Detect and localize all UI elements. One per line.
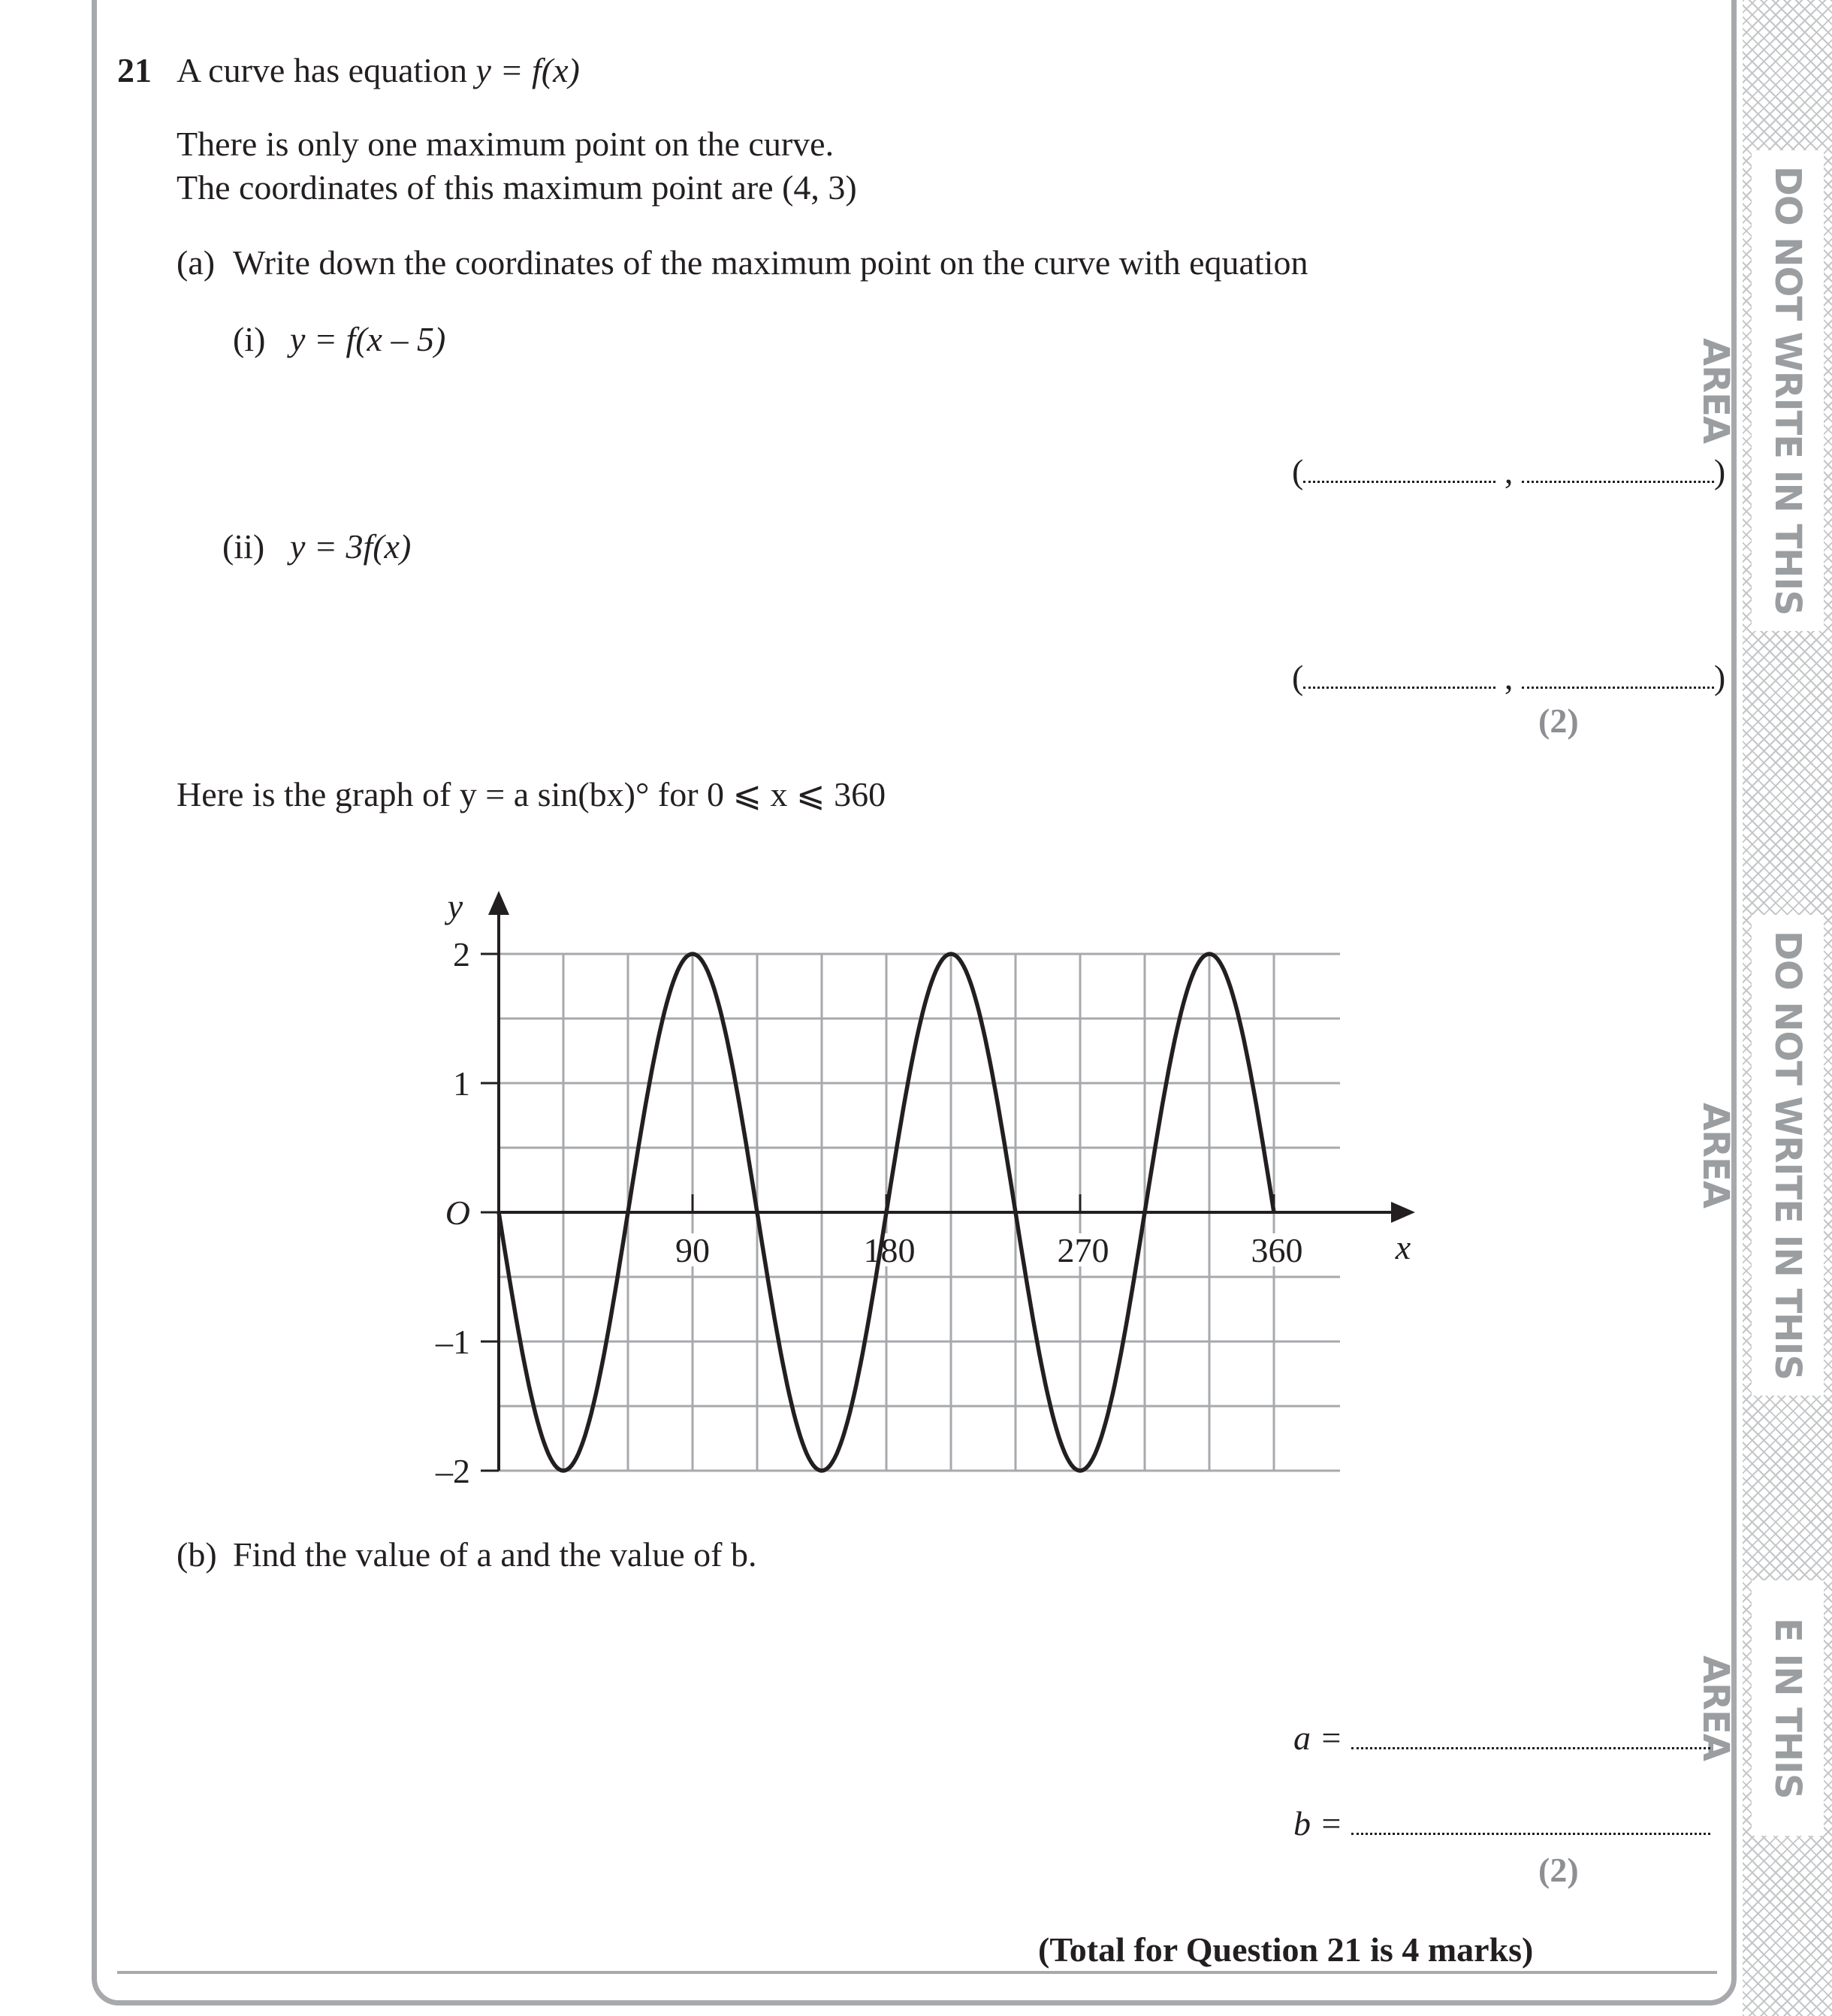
part-a-label: (a) (177, 243, 216, 282)
stem-line-2: The coordinates of this maximum point are (4, 3) (177, 168, 857, 207)
x-axis-arrow (1391, 1202, 1415, 1223)
side-warning-2: DO NOT WRITE IN THIS AREA (1752, 915, 1824, 1396)
question-total: (Total for Question 21 is 4 marks) (1038, 1930, 1534, 1969)
part-b-text: Find the value of a and the value of b. (233, 1535, 757, 1574)
part-a-text: Write down the coordinates of the maximum point on the curve with equation (233, 243, 1308, 282)
x-axis-label: x (1395, 1228, 1411, 1266)
answer-b-field[interactable] (1351, 1803, 1710, 1835)
y-axis-label: y (447, 887, 463, 925)
answer-a-i[interactable]: ( , ) (1292, 452, 1726, 490)
side-warning-3: E IN THIS AREA (1752, 1580, 1824, 1836)
y-tick-label: –2 (436, 1452, 470, 1490)
part-a-i-label: (i) (233, 320, 266, 358)
x-tick-label: 360 (1251, 1231, 1303, 1269)
marks-part-a: (2) (1538, 702, 1579, 740)
bottom-rule (117, 1971, 1717, 1974)
side-warning-1: DO NOT WRITE IN THIS AREA (1752, 150, 1824, 631)
stem-line-1: There is only one maximum point on the curve. (177, 125, 835, 163)
answer-a-field[interactable] (1351, 1717, 1710, 1749)
question-number: 21 (117, 51, 152, 89)
y-tick-label: 1 (453, 1064, 470, 1103)
answer-a-row[interactable]: a = (1293, 1717, 1710, 1759)
part-a-ii-equation: y = 3f(x) (290, 527, 412, 566)
x-tick-label: 90 (675, 1231, 710, 1269)
part-a-i-equation: y = f(x – 5) (290, 320, 446, 358)
x-tick-label: 270 (1057, 1231, 1109, 1269)
y-tick-label: 2 (453, 935, 470, 973)
answer-a-ii[interactable]: ( , ) (1292, 658, 1726, 696)
part-b-label: (b) (177, 1535, 217, 1574)
y-axis-arrow (488, 891, 509, 915)
marks-part-b: (2) (1538, 1851, 1579, 1889)
part-a-ii-label: (ii) (222, 527, 265, 566)
question-stem: A curve has equation y = f(x) (177, 51, 580, 89)
answer-b-row[interactable]: b = (1293, 1803, 1710, 1845)
y-tick-label: –1 (436, 1323, 470, 1361)
origin-label: O (445, 1194, 470, 1232)
graph-intro: Here is the graph of y = a sin(bx)° for 0 ⩽ x ⩽ 360 (177, 775, 886, 813)
x-tick-label: 180 (863, 1231, 916, 1269)
